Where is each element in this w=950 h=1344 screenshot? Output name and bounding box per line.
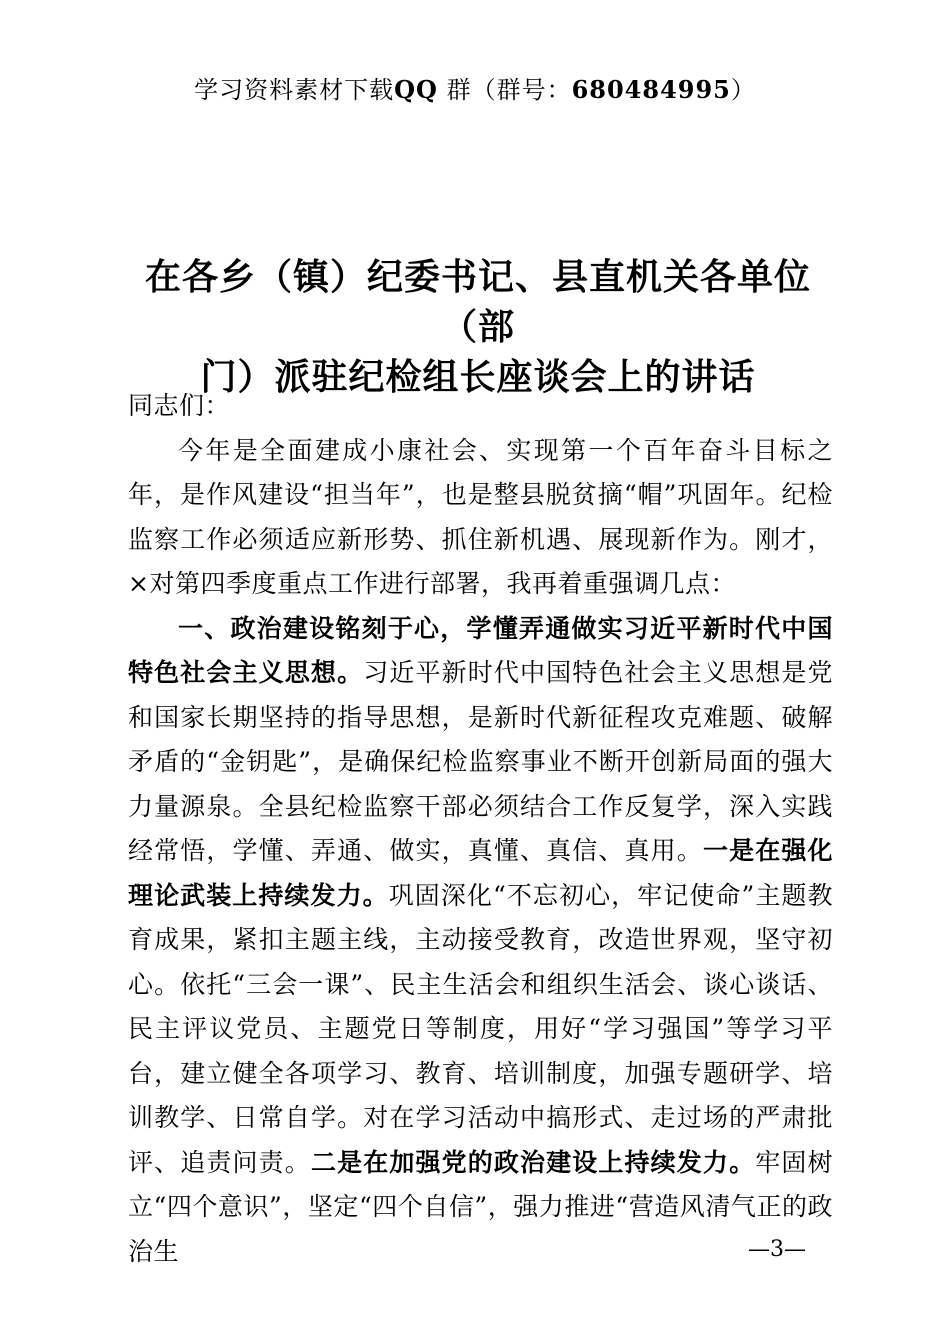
intro-paragraph: 今年是全面建成小康社会、实现第一个百年奋斗目标之年，是作风建设“担当年”，也是整县脱贫摘“帽”巩固年。纪检监察工作必须适应新形势、抓住新机遇、展现新作为。刚才，×对第四季度重点工作进行部署，我再着重强调几点：	[128, 435, 833, 598]
download-note-prefix: 学习资料素材下载	[194, 76, 395, 104]
point-1-heading: 一是在强化理论武装上持续发力。	[128, 836, 833, 910]
download-note-middle: 群（群号：	[437, 76, 572, 104]
download-note-number: 680484995	[571, 75, 731, 104]
speech-body	[128, 384, 833, 1274]
document-title	[120, 252, 836, 402]
point-1-text: 巩固深化“不忘初心，牢记使命”主题教育成果，紧扣主题主线，主动接受教育，改造世界观，坚守初心。依托“三会一课”、民主生活会和组织生活会、谈心谈话、民主评议党员、主题党日等制度，用好“学习强国”等学习平台，建立健全各项学习、教育、培训制度，加强专题研学、培训教学、日常自学。对在学习活动中搞形式、走过场的严肃批评、追责问责。	[128, 880, 833, 1177]
download-note	[0, 74, 950, 106]
document-title-line-1: 在各乡（镇）纪委书记、县直机关各单位（部	[144, 256, 811, 348]
download-note-qq: QQ	[394, 75, 438, 104]
section-1-paragraph	[128, 607, 833, 1275]
section-1-heading: 一、政治建设铭刻于心，学懂弄通做实习近平新时代中国特色社会主义思想。	[128, 613, 833, 687]
download-note-suffix: ）	[730, 76, 756, 104]
document-title-line-2: 门）派驻纪检组长座谈会上的讲话	[200, 356, 756, 398]
page-number: —3—	[748, 1237, 806, 1262]
point-2-text: 牢固树立“四个意识”，坚定“四个自信”，强力推进“营造风清气正的政治生	[128, 1147, 833, 1266]
salutation: 同志们：	[128, 391, 231, 420]
point-2-heading: 二是在加强党的政治建设上持续发力。	[310, 1147, 756, 1177]
section-1-text: 习近平新时代中国特色社会主义思想是党和国家长期坚持的指导思想，是新时代新征程攻克难题、破解矛盾的“金钥匙”，是确保纪检监察事业不断开创新局面的强大力量源泉。全县纪检监察干部必须结合工作反复学，深入实践经常悟，学懂、弄通、做实，真懂、真信、真用。	[128, 658, 833, 865]
